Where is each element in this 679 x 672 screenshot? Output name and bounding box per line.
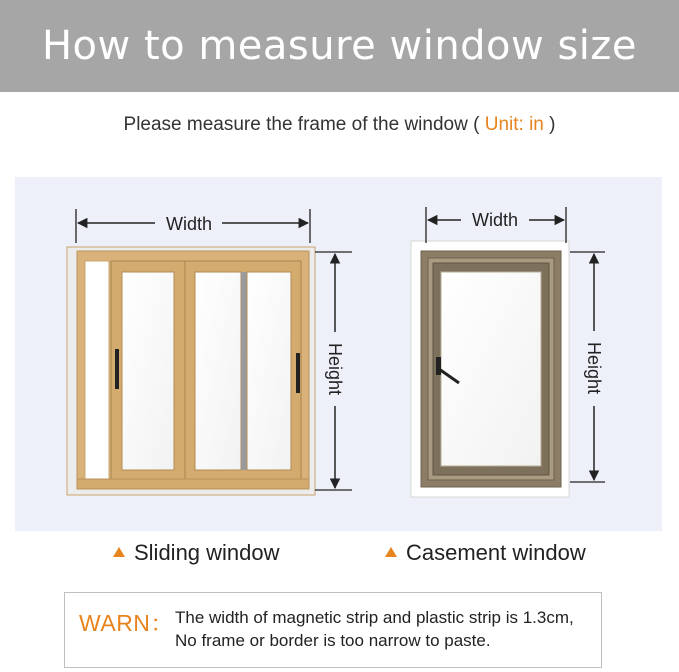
sliding-width-label: Width	[165, 214, 213, 234]
casement-width-label: Width	[471, 210, 519, 230]
warning-label: WARN：	[79, 610, 174, 636]
sliding-height-dimension	[315, 252, 352, 490]
triangle-icon	[113, 547, 125, 557]
page-title: How to measure window size	[41, 23, 638, 69]
casement-height-label: Height	[584, 341, 604, 395]
instruction-text: Please measure the frame of the window (	[123, 114, 485, 135]
sliding-height-label: Height	[325, 342, 345, 396]
warning-box	[64, 592, 602, 668]
diagram-panel	[15, 177, 662, 531]
unit-label: Unit: in	[484, 114, 544, 135]
casement-window-illustration	[411, 241, 569, 497]
measure-instruction	[0, 114, 679, 136]
window-diagrams	[15, 177, 662, 531]
triangle-icon	[385, 547, 397, 557]
sliding-window-illustration	[67, 247, 315, 495]
casement-caption	[385, 540, 586, 566]
casement-width-dimension	[426, 207, 566, 243]
casement-height-dimension	[570, 252, 605, 482]
sliding-caption	[113, 540, 280, 566]
casement-caption-text: Casement window	[406, 540, 586, 565]
sliding-width-dimension	[76, 209, 310, 243]
instruction-suffix: )	[543, 114, 556, 135]
sliding-handle-right	[296, 353, 300, 393]
sliding-handle-left	[115, 349, 119, 389]
title-banner	[0, 0, 679, 92]
casement-glass	[441, 272, 541, 466]
warning-text: The width of magnetic strip and plastic strip is 1.3cm, No frame or border is too narrow to paste.	[175, 608, 574, 650]
sliding-caption-text: Sliding window	[134, 540, 280, 565]
